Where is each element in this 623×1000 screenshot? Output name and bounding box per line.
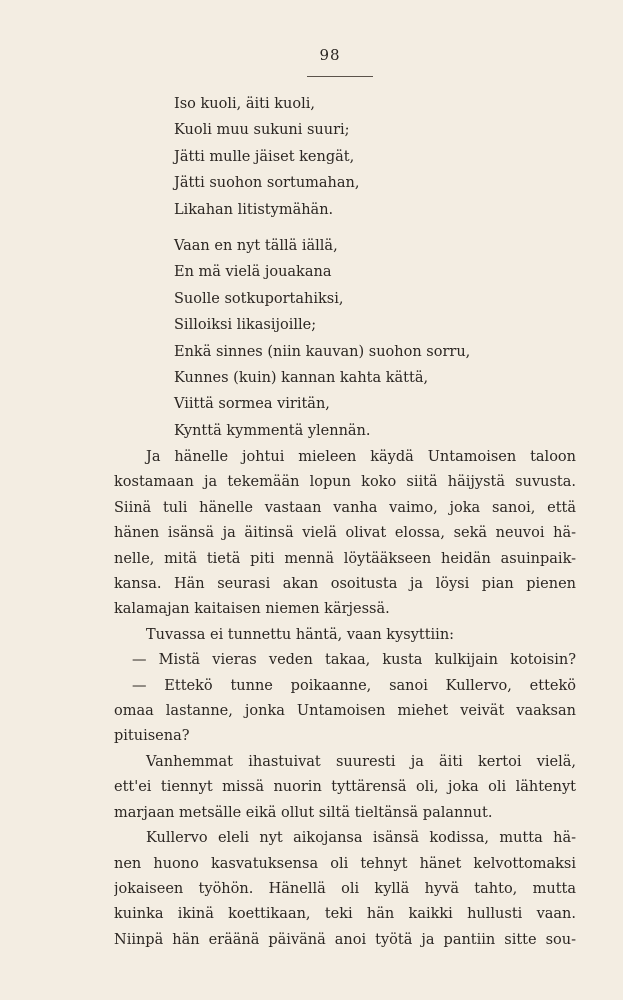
prose-line: kansa. Hän seurasi akan osoitusta ja löysi pian pienen <box>114 576 576 593</box>
verse-line: Kynttä kymmentä ylennän. <box>174 422 371 439</box>
prose-line: kostamaan ja tekemään lopun koko siitä häijystä suvusta. <box>114 474 576 491</box>
verse-line: Jätti suohon sortumahan, <box>174 175 360 192</box>
verse-line: Enkä sinnes (niin kauvan) suohon sorru, <box>174 343 471 360</box>
prose-line: pituisena? <box>114 728 190 745</box>
verse-line: En mä vielä jouakana <box>174 264 332 281</box>
verse-line: Kuoli muu sukuni suuri; <box>174 122 350 139</box>
prose-line: kalamajan kaitaisen niemen kärjessä. <box>114 601 390 618</box>
prose-line: nelle, mitä tietä piti mennä löytääkseen heidän asuinpaik- <box>114 550 576 567</box>
prose-line: omaa lastanne, jonka Untamoisen miehet veivät vaaksan <box>114 703 576 720</box>
verse-line: Iso kuoli, äiti kuoli, <box>174 96 315 112</box>
prose-line: Tuvassa ei tunnettu häntä, vaan kysyttiin: <box>146 626 455 643</box>
verse-line: Jätti mulle jäiset kengät, <box>174 148 355 165</box>
verse-line: Suolle sotkuportahiksi, <box>174 290 344 307</box>
prose-line: Niinpä hän eräänä päivänä anoi työtä ja pantiin sitte sou- <box>114 931 576 948</box>
prose-line: jokaiseen työhön. Hänellä oli kyllä hyvä tahto, mutta <box>114 880 576 897</box>
prose-line: nen huono kasvatuksensa oli tehnyt hänet kelvottomaksi <box>114 855 576 872</box>
verse-line: Likahan litistymähän. <box>174 201 334 218</box>
poem-stanza-1 <box>174 91 359 223</box>
prose-line: Ja hänelle johtui mieleen käydä Untamoisen taloon <box>146 449 576 465</box>
prose-line: hänen isänsä ja äitinsä vielä olivat elossa, sekä neuvoi hä- <box>114 525 576 542</box>
verse-line: Silloiksi likasijoille; <box>174 317 317 334</box>
verse-line: Viittä sormea viritän, <box>174 396 330 413</box>
dialogue-line: — Ettekö tunne poikaanne, sanoi Kullervo, ettekö <box>132 677 576 694</box>
verse-line: Vaan en nyt tällä iällä, <box>174 238 338 254</box>
poem-stanza-2 <box>174 233 470 444</box>
dialogue-line: — Mistä vieras veden takaa, kusta kulkijain kotoisin? <box>132 652 576 669</box>
prose-text <box>114 445 576 953</box>
prose-line: kuinka ikinä koettikaan, teki hän kaikki hullusti vaan. <box>114 906 576 923</box>
prose-line: Kullervo eleli nyt aikojansa isänsä kodissa, mutta hä- <box>146 830 576 847</box>
prose-line: Vanhemmat ihastuivat suuresti ja äiti kertoi vielä, <box>146 753 576 770</box>
prose-line: ett'ei tiennyt missä nuorin tyttärensä oli, joka oli lähtenyt <box>114 779 576 796</box>
page-number-rule <box>307 76 373 77</box>
page-number: 98 <box>319 46 341 64</box>
prose-line: Siinä tuli hänelle vastaan vanha vaimo, joka sanoi, että <box>114 499 576 516</box>
prose-line: marjaan metsälle eikä ollut siltä tieltänsä palannut. <box>114 804 493 821</box>
verse-line: Kunnes (kuin) kannan kahta kättä, <box>174 370 429 387</box>
